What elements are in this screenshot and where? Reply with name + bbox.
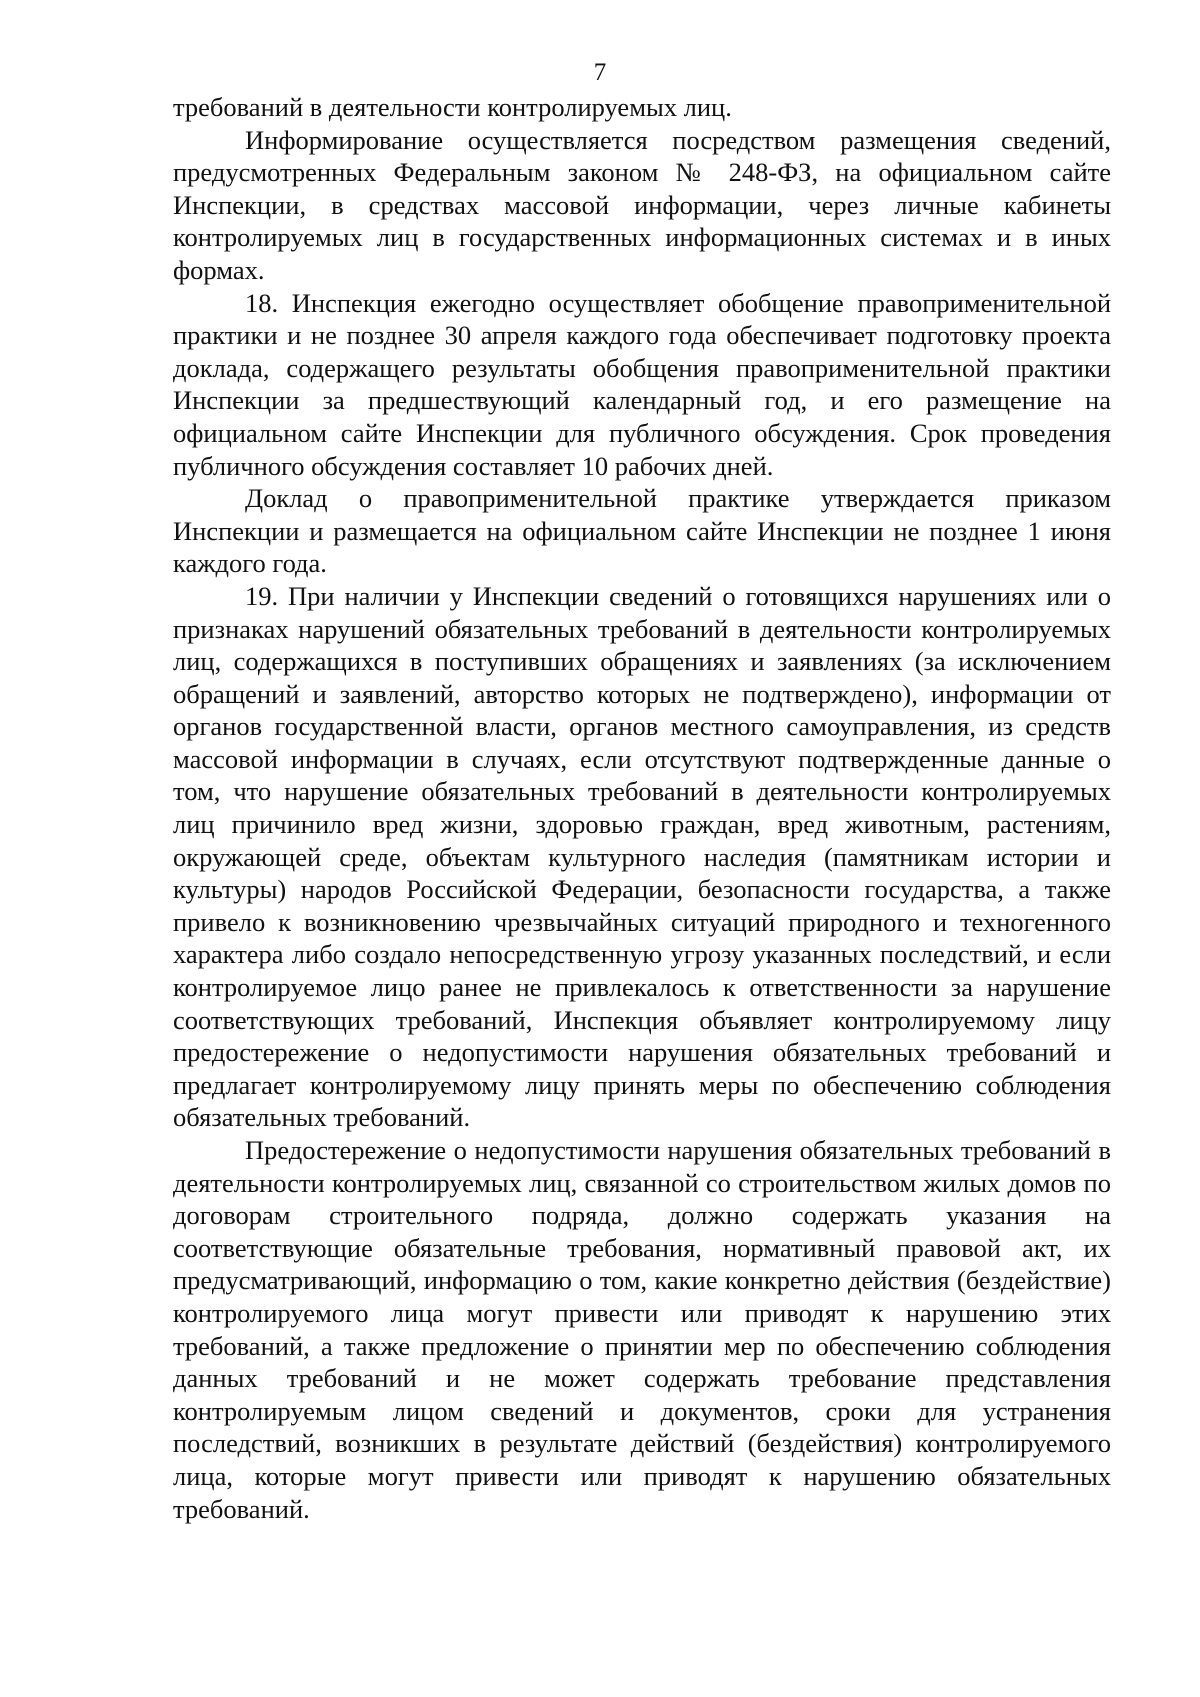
- page-number: 7: [593, 59, 607, 86]
- paragraph-warning-content: Предостережение о недопустимости нарушения обязательных требований в деятельности контролируемых лиц, связанной со строительством жилых домов по договорам строительного подряда, должно содержать указания на соответствующие обязательные требования, нормативный правовой акт, их предусматривающий, информацию о том, какие конкретно действия (бездействие) контролируемого лица могут привести или приводят к нарушению этих требований, а также предложение о принятии мер по обеспечению соблюдения данных требований и не может содержать требование представления контролируемым лицом сведений и документов, сроки для устранения последствий, возникших в результате действий (бездействия) контролируемого лица, которые могут привести или приводят к нарушению обязательных требований.: [173, 1135, 1111, 1524]
- paragraph-report-approval: Доклад о правоприменительной практике утверждается приказом Инспекции и размещается на официальном сайте Инспекции не позднее 1 июня каждого года.: [173, 483, 1111, 579]
- paragraph-informing: Информирование осуществляется посредством размещения сведений, предусмотренных Федеральным законом № 248-ФЗ, на официальном сайте Инспекции, в средствах массовой информации, через личные кабинеты контролируемых лиц в государственных информационных системах и в иных формах.: [173, 124, 1111, 285]
- paragraph-item-18: 18. Инспекция ежегодно осуществляет обобщение правоприменительной практики и не позднее 30 апреля каждого года обеспечивает подготовку проекта доклада, содержащего результаты обобщения правоприменительной практики Инспекции за предшествующий календарный год, и его размещение на официальном сайте Инспекции для публичного обсуждения. Срок проведения публичного обсуждения составляет 10 рабочих дней.: [173, 287, 1111, 481]
- paragraph-item-19: 19. При наличии у Инспекции сведений о готовящихся нарушениях или о признаках нарушений обязательных требований в деятельности контролируемых лиц, содержащихся в поступивших обращениях и заявлениях (за исключением обращений и заявлений, авторство которых не подтверждено), информации от органов государственной власти, органов местного самоуправления, из средств массовой информации в случаях, если отсутствуют подтвержденные данные о том, что нарушение обязательных требований в деятельности контролируемых лиц причинило вред жизни, здоровью граждан, вред животным, растениям, окружающей среде, объектам культурного наследия (памятникам истории и культуры) народов Российской Федерации, безопасности государства, а также привело к возникновению чрезвычайных ситуаций природного и техногенного характера либо создало непосредственную угрозу указанных последствий, и если контролируемое лицо ранее не привлекалось к ответственности за нарушение соответствующих требований, Инспекция объявляет контролируемому лицу предостережение о недопустимости нарушения обязательных требований и предлагает контролируемому лицу принять меры по обеспечению соблюдения обязательных требований.: [173, 580, 1111, 1133]
- paragraph-continuation: требований в деятельности контролируемых лиц.: [173, 92, 732, 122]
- document-body: [173, 91, 1111, 1525]
